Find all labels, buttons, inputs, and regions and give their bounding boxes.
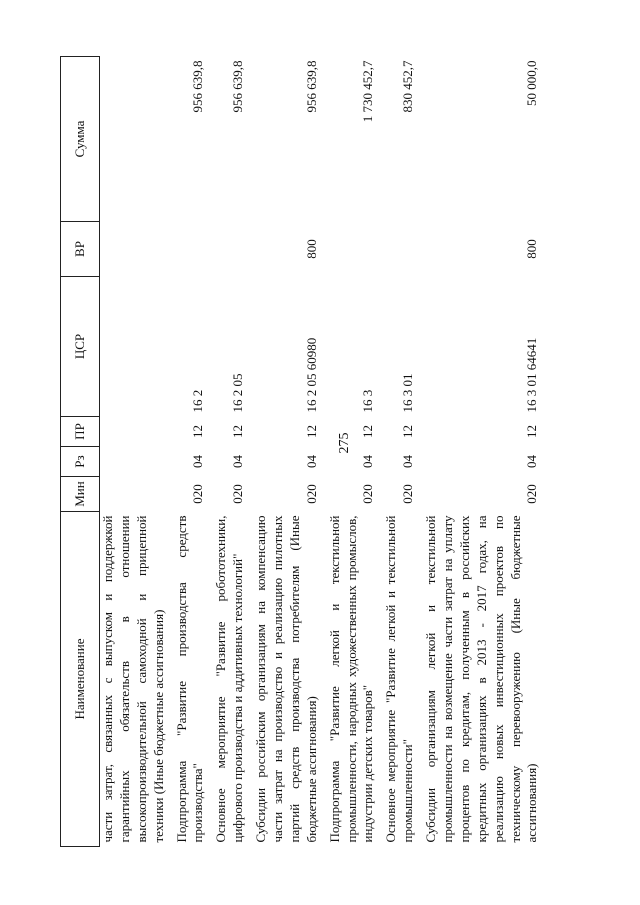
row-csr: 16 2 bbox=[190, 389, 206, 413]
table-row bbox=[100, 57, 172, 847]
row-vr bbox=[211, 222, 251, 277]
page-number: 275 bbox=[337, 432, 352, 454]
row-min bbox=[100, 477, 172, 512]
table-row bbox=[172, 57, 212, 847]
row-csr: 16 2 05 60980 bbox=[303, 337, 319, 413]
row-pr: 12 bbox=[524, 425, 540, 438]
row-name: части затрат, связанных с выпуском и поддержкой гарантийных обязательств в отношении высокопроизводительной самоходной и прицепной техники (Иные бюджетные ассигнования) bbox=[100, 515, 166, 843]
row-sum: 956 639,8 bbox=[303, 60, 319, 113]
table-row bbox=[325, 57, 382, 847]
rotated-page-content bbox=[60, 57, 580, 847]
table-row bbox=[381, 57, 421, 847]
header-name: Наименование bbox=[61, 512, 100, 847]
row-rz: 04 bbox=[303, 455, 319, 468]
row-rz bbox=[100, 447, 172, 477]
row-pr: 12 bbox=[230, 425, 246, 438]
row-vr bbox=[381, 222, 421, 277]
row-sum: 830 452,7 bbox=[400, 60, 416, 113]
row-csr: 16 3 bbox=[360, 389, 376, 413]
table-header bbox=[61, 57, 100, 847]
row-name: Субсидии российским организациям на компенсацию части затрат на производство и реализацию пилотных партий средств производства потребителям (Иные бюджетные ассигнования) bbox=[253, 515, 319, 843]
row-min: 020 bbox=[230, 484, 246, 504]
row-csr: 16 3 01 64641 bbox=[524, 337, 540, 413]
row-name: Основное мероприятие "Развитие робототехники, цифрового производства и аддитивных технологий" bbox=[213, 515, 246, 843]
row-min: 020 bbox=[524, 484, 540, 504]
table-row bbox=[421, 57, 545, 847]
row-sum: 956 639,8 bbox=[230, 60, 246, 113]
row-rz: 04 bbox=[400, 455, 416, 468]
row-sum: 1 730 452,7 bbox=[360, 60, 376, 123]
header-pr: ПР bbox=[61, 417, 100, 447]
row-vr: 800 bbox=[303, 239, 319, 259]
row-name: Подпрограмма "Развитие легкой и текстильной промышленности, народных художественных промыслов, индустрии детских товаров" bbox=[326, 515, 376, 843]
row-pr: 12 bbox=[190, 425, 206, 438]
row-sum: 50 000,0 bbox=[524, 60, 540, 106]
row-rz: 04 bbox=[230, 455, 246, 468]
row-pr: 12 bbox=[360, 425, 376, 438]
row-rz: 04 bbox=[524, 455, 540, 468]
header-min: Мин bbox=[61, 477, 100, 512]
row-vr bbox=[100, 222, 172, 277]
row-name: Основное мероприятие "Развитие легкой и текстильной промышленности" bbox=[383, 515, 416, 843]
row-csr: 16 2 05 bbox=[230, 373, 246, 413]
row-pr bbox=[100, 417, 172, 447]
table-row bbox=[211, 57, 251, 847]
table-row bbox=[251, 57, 325, 847]
row-min: 020 bbox=[303, 484, 319, 504]
row-min: 020 bbox=[190, 484, 206, 504]
row-csr: 16 3 01 bbox=[400, 373, 416, 413]
row-name: Подпрограмма "Развитие производства средств производства" bbox=[173, 515, 206, 843]
header-vr: ВР bbox=[61, 222, 100, 277]
row-vr bbox=[325, 222, 382, 277]
row-min: 020 bbox=[400, 484, 416, 504]
row-min: 020 bbox=[360, 484, 376, 504]
row-pr: 12 bbox=[400, 425, 416, 438]
row-vr bbox=[172, 222, 212, 277]
header-sum: Сумма bbox=[61, 57, 100, 222]
row-sum: 956 639,8 bbox=[190, 60, 206, 113]
row-csr bbox=[100, 277, 172, 417]
row-rz: 04 bbox=[360, 455, 376, 468]
row-pr: 12 bbox=[303, 425, 319, 438]
header-rz: Рз bbox=[61, 447, 100, 477]
budget-table bbox=[60, 56, 545, 847]
row-sum bbox=[100, 57, 172, 222]
row-name: Субсидии организациям легкой и текстильной промышленности на возмещение части затрат на уплату процентов по кредитам, полученным в российских кредитных организациях в 2013 - 2017 годах, на реализацию новых инвестиционных проектов по техническому перевооружению (Иные бюджетные ассигнования) bbox=[423, 515, 540, 843]
row-vr: 800 bbox=[524, 239, 540, 259]
header-csr: ЦСР bbox=[61, 277, 100, 417]
row-rz: 04 bbox=[190, 455, 206, 468]
